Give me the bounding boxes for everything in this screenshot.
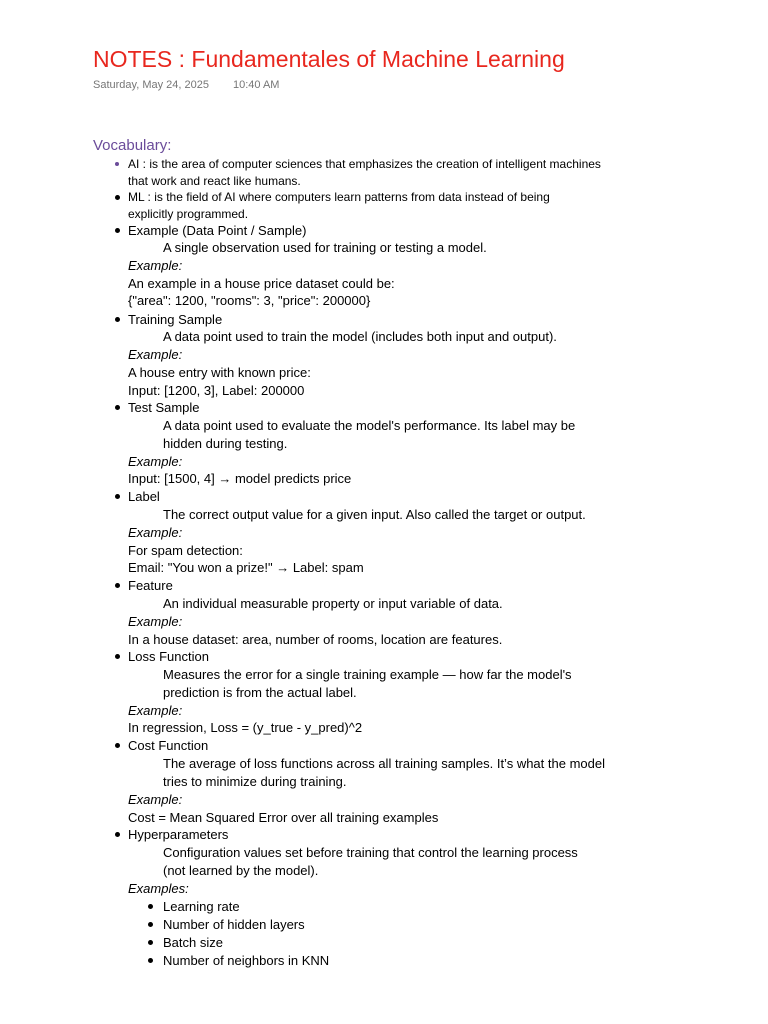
feature-definition: An individual measurable property or input variable of data.	[163, 596, 503, 611]
label-example-line-2: Email: "You won a prize!" → Label: spam	[128, 560, 364, 575]
bullet-example	[115, 228, 120, 233]
feature-term: Feature	[128, 578, 173, 593]
example-example-label: Example:	[128, 258, 183, 273]
loss-function-definition-line-2: prediction is from the actual label.	[163, 685, 357, 700]
bullet-label	[115, 494, 120, 499]
loss-function-definition-line-1: Measures the error for a single training example — how far the model's	[163, 667, 572, 682]
training-sample-definition: A data point used to train the model (includes both input and output).	[163, 329, 557, 344]
section-heading: Vocabulary:	[93, 137, 172, 154]
training-sample-example-line-2: Input: [1200, 3], Label: 200000	[128, 383, 305, 398]
sub-bullet	[148, 922, 153, 927]
bullet-test-sample	[115, 405, 120, 410]
note-timestamp	[93, 77, 279, 93]
loss-function-term: Loss Function	[128, 649, 209, 664]
cost-function-term: Cost Function	[128, 738, 209, 753]
bullet-training-sample	[115, 317, 120, 322]
example-term: Example (Data Point / Sample)	[128, 223, 307, 238]
bullet-feature	[115, 583, 120, 588]
ai-definition-line-1: AI : is the area of computer sciences that emphasizes the creation of intelligent machines	[128, 157, 601, 171]
hyperparameter-example-item: Number of hidden layers	[163, 917, 305, 932]
training-sample-term: Training Sample	[128, 312, 223, 327]
test-sample-term: Test Sample	[128, 400, 200, 415]
feature-example-line-1: In a house dataset: area, number of rooms, location are features.	[128, 632, 503, 647]
label-example-label: Example:	[128, 525, 183, 540]
bullet-loss-function	[115, 654, 120, 659]
example-definition: A single observation used for training or testing a model.	[163, 240, 487, 255]
hyperparameters-examples-label: Examples:	[128, 881, 189, 896]
note-date: Saturday, May 24, 2025	[93, 79, 209, 91]
bullet-hyperparameters	[115, 832, 120, 837]
label-example-line-1: For spam detection:	[128, 543, 243, 558]
sub-bullet	[148, 958, 153, 963]
loss-function-example-label: Example:	[128, 703, 183, 718]
ai-definition-line-2: that work and react like humans.	[128, 174, 301, 188]
hyperparameter-example-item: Batch size	[163, 935, 223, 950]
label-definition: The correct output value for a given input. Also called the target or output.	[163, 507, 586, 522]
hyperparameters-term: Hyperparameters	[128, 827, 229, 842]
cost-function-example-label: Example:	[128, 792, 183, 807]
hyperparameters-definition-line-2: (not learned by the model).	[163, 863, 319, 878]
cost-function-example-line-1: Cost = Mean Squared Error over all training examples	[128, 810, 439, 825]
example-example-line-2: {"area": 1200, "rooms": 3, "price": 200000}	[128, 293, 371, 308]
sub-bullet	[148, 940, 153, 945]
training-sample-example-label: Example:	[128, 347, 183, 362]
cost-function-definition-line-2: tries to minimize during training.	[163, 774, 347, 789]
example-example-line-1: An example in a house price dataset could be:	[128, 276, 395, 291]
test-sample-definition-line-1: A data point used to evaluate the model's performance. Its label may be	[163, 418, 576, 433]
ml-definition-line-2: explicitly programmed.	[128, 207, 249, 221]
bullet-ml	[115, 195, 120, 200]
page-title: NOTES : Fundamentales of Machine Learning	[93, 46, 565, 72]
loss-function-example-line-1: In regression, Loss = (y_true - y_pred)^2	[128, 720, 363, 735]
feature-example-label: Example:	[128, 614, 183, 629]
test-sample-example-label: Example:	[128, 454, 183, 469]
label-term: Label	[128, 489, 160, 504]
hyperparameters-definition-line-1: Configuration values set before training that control the learning process	[163, 845, 578, 860]
note-time: 10:40 AM	[232, 79, 280, 91]
cost-function-definition-line-1: The average of loss functions across all training samples. It’s what the model	[163, 756, 605, 771]
hyperparameter-example-item: Number of neighbors in KNN	[163, 953, 330, 968]
hyperparameter-example-item: Learning rate	[163, 899, 240, 914]
bullet-ai	[115, 162, 119, 166]
ml-definition-line-1: ML : is the field of AI where computers learn patterns from data instead of being	[128, 190, 550, 204]
test-sample-example-line-1: Input: [1500, 4] → model predicts price	[128, 471, 352, 486]
test-sample-definition-line-2: hidden during testing.	[163, 436, 288, 451]
bullet-cost-function	[115, 743, 120, 748]
training-sample-example-line-1: A house entry with known price:	[128, 365, 311, 380]
sub-bullet	[148, 904, 153, 909]
